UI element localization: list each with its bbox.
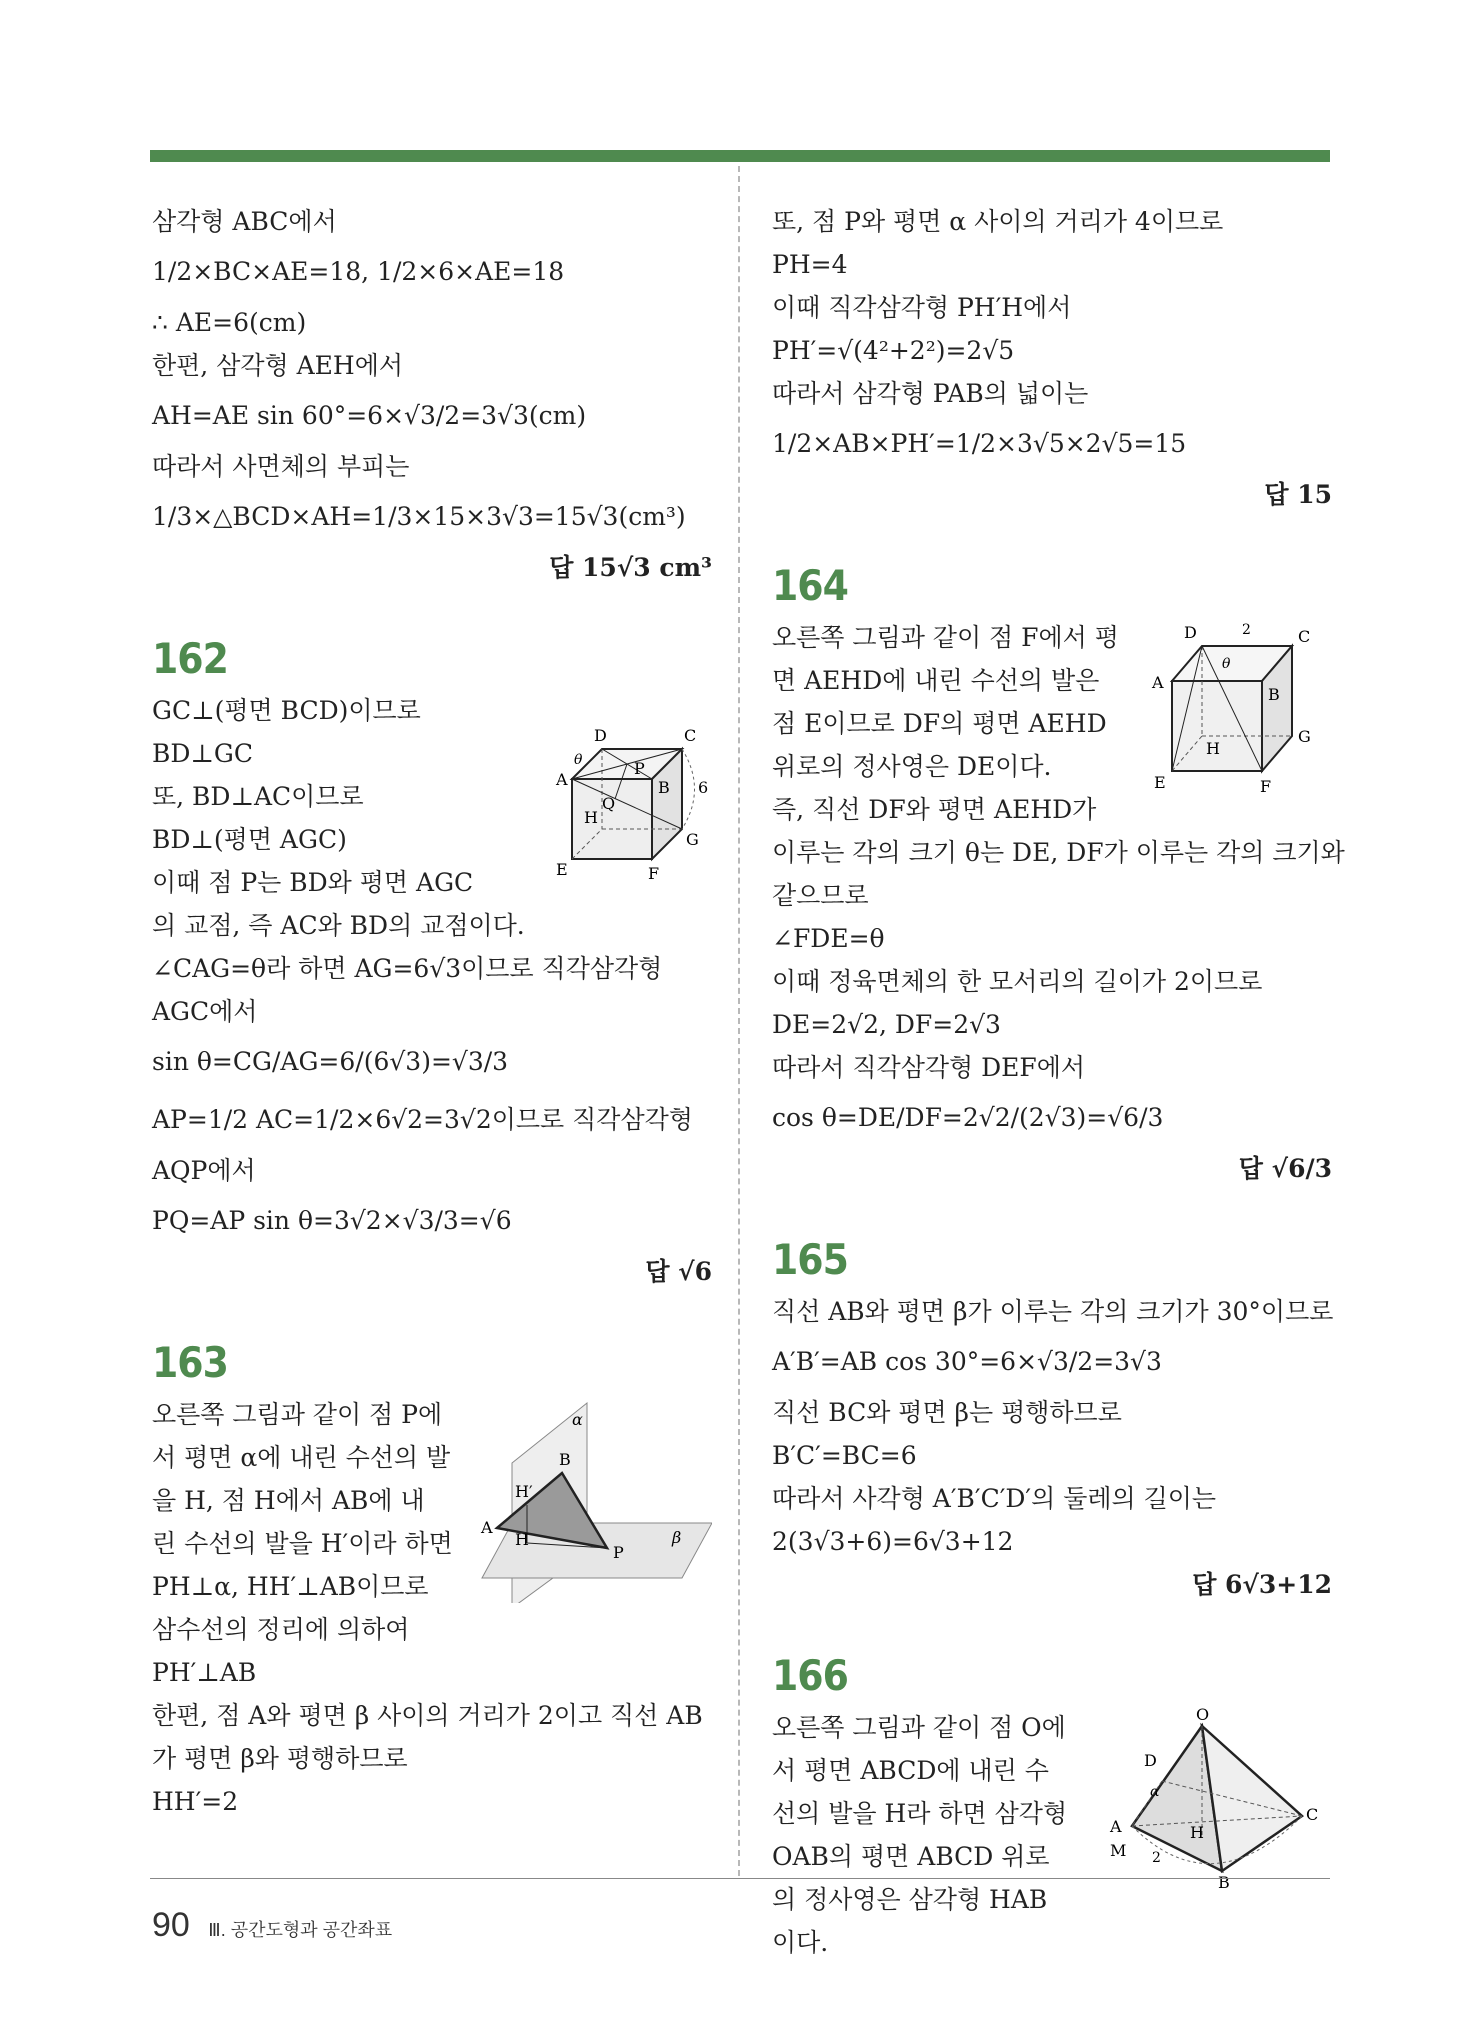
text-line: DE=2√2, DF=2√3 <box>772 1010 1001 1039</box>
fig-label: D <box>1184 623 1197 642</box>
text-line: PH′⊥AB <box>152 1658 257 1687</box>
fig-label: H <box>1206 739 1220 758</box>
column-divider <box>738 166 740 1876</box>
text-line: 이루는 각의 크기 θ는 DE, DF가 이루는 각의 크기와 <box>772 838 1345 867</box>
text-line: OAB의 평면 ABCD 위로 <box>772 1842 1050 1871</box>
math-line: cos θ=DE/DF=2√2/(2√3)=√6/3 <box>772 1103 1164 1132</box>
text-line: 오른쪽 그림과 같이 점 O에 <box>772 1713 1066 1742</box>
page-footer <box>152 1906 392 1945</box>
text-line: 린 수선의 발을 H′이라 하면 <box>152 1529 453 1558</box>
fig-label: C <box>1298 627 1311 646</box>
text-line: 이때 점 P는 BD와 평면 AGC <box>152 868 474 897</box>
text-line: 이때 직각삼각형 PH′H에서 <box>772 293 1072 322</box>
fig-label: C <box>1306 1805 1319 1824</box>
fig-label: E <box>556 860 568 879</box>
text-line: 을 H, 점 H에서 AB에 내 <box>152 1486 425 1515</box>
math-line: A′B′=AB cos 30°=6×√3/2=3√3 <box>772 1347 1162 1376</box>
header-bar <box>150 150 1330 162</box>
math-line: 1/3×△BCD×AH=1/3×15×3√3=15√3(cm³) <box>152 502 686 531</box>
text-line: 면 AEHD에 내린 수선의 발은 <box>772 666 1100 695</box>
text-line: BD⊥(평면 AGC) <box>152 825 347 854</box>
fig-label: M <box>1110 1841 1127 1860</box>
fig-label: P <box>613 1543 624 1562</box>
math-line: sin θ=CG/AG=6/(6√3)=√3/3 <box>152 1047 509 1076</box>
problem-164-block <box>772 616 1332 831</box>
right-column <box>772 200 1345 1964</box>
math-line: AH=AE sin 60°=6×√3/2=3√3(cm) <box>152 401 587 430</box>
fig-label: θ <box>1222 656 1231 672</box>
fig-label: θ <box>574 752 583 768</box>
text-line: 같으므로 <box>772 881 869 910</box>
chapter-title: Ⅲ. 공간도형과 공간좌표 <box>208 1920 393 1940</box>
text-line: 삼수선의 정리에 의하여 <box>152 1615 410 1644</box>
answer: 답 √6 <box>645 1257 712 1286</box>
problem-166-block <box>772 1706 1332 1964</box>
fig-label: H <box>515 1530 529 1549</box>
fig-label: Q <box>602 794 616 813</box>
fig-label: G <box>1298 727 1311 746</box>
page-number: 90 <box>152 1906 190 1944</box>
fig-label: G <box>686 830 699 849</box>
text-line: HH′=2 <box>152 1787 239 1816</box>
text-line: 즉, 직선 DF와 평면 AEHD가 <box>772 795 1097 824</box>
text-line: 삼각형 ABC에서 <box>152 207 337 236</box>
fig-label: D <box>594 726 607 745</box>
text-line: ∠FDE=θ <box>772 924 885 953</box>
text-line: 직선 BC와 평면 β는 평행하므로 <box>772 1398 1122 1427</box>
cube-figure-164 <box>1142 616 1332 816</box>
text-line: 의 정사영은 삼각형 HAB <box>772 1885 1048 1914</box>
fig-label: D <box>1144 1751 1157 1770</box>
text-line: 오른쪽 그림과 같이 점 P에 <box>152 1400 443 1429</box>
fig-label: β <box>672 1528 682 1547</box>
fig-label: F <box>648 864 660 883</box>
math-line: AP=1/2 AC=1/2×6√2=3√2이므로 직각삼각형 <box>152 1105 693 1134</box>
fig-label: A <box>481 1518 493 1537</box>
text-line: AQP에서 <box>152 1156 256 1185</box>
fig-label: P <box>634 759 645 778</box>
text-line: 따라서 삼각형 PAB의 넓이는 <box>772 379 1089 408</box>
fig-label: B <box>1268 685 1280 704</box>
math-line: 1/2×AB×PH′=1/2×3√5×2√5=15 <box>772 429 1187 458</box>
text-line: ∠CAG=θ라 하면 AG=6√3이므로 직각삼각형 <box>152 954 663 983</box>
text-line: 따라서 사면체의 부피는 <box>152 452 410 481</box>
text-line: AGC에서 <box>152 997 258 1026</box>
text-line: 따라서 사각형 A′B′C′D′의 둘레의 길이는 <box>772 1484 1217 1513</box>
text-line: 이다. <box>772 1928 829 1957</box>
text-line: 또, 점 P와 평면 α 사이의 거리가 4이므로 <box>772 207 1224 236</box>
fig-label: B <box>1218 1873 1230 1892</box>
text-line: GC⊥(평면 BCD)이므로 <box>152 696 421 725</box>
text-line: 서 평면 ABCD에 내린 수 <box>772 1756 1049 1785</box>
text-line: BD⊥GC <box>152 739 254 768</box>
cube-figure-162 <box>512 689 712 894</box>
fig-label: α <box>572 1410 583 1429</box>
fig-label: α <box>1150 1784 1160 1800</box>
text-line: 가 평면 β와 평행하므로 <box>152 1744 408 1773</box>
text-line: 점 E이므로 DF의 평면 AEHD <box>772 709 1107 738</box>
fig-label: A <box>556 770 568 789</box>
text-line: 직선 AB와 평면 β가 이루는 각의 크기가 30°이므로 <box>772 1297 1334 1326</box>
text-line: 선의 발을 H라 하면 삼각형 <box>772 1799 1068 1828</box>
fig-label: B <box>658 778 670 797</box>
pyramid-figure-166 <box>1092 1706 1332 1906</box>
math-line: PQ=AP sin θ=3√2×√3/3=√6 <box>152 1206 512 1235</box>
text-line: 따라서 직각삼각형 DEF에서 <box>772 1053 1086 1082</box>
text-line: PH=4 <box>772 250 848 279</box>
text-line: ∴ AE=6(cm) <box>152 308 307 337</box>
text-line: 위로의 정사영은 DE이다. <box>772 752 1052 781</box>
fig-label: B <box>559 1450 571 1469</box>
fig-label: C <box>684 726 697 745</box>
text-line: PH⊥α, HH′⊥AB이므로 <box>152 1572 429 1601</box>
fig-label: H <box>1190 1823 1204 1842</box>
text-line: 오른쪽 그림과 같이 점 F에서 평 <box>772 623 1119 652</box>
fig-label: A <box>1110 1817 1122 1836</box>
answer: 답 15 <box>1264 480 1332 509</box>
fig-label: H <box>584 808 598 827</box>
fig-label: 2 <box>1242 622 1251 638</box>
text-line: 한편, 점 A와 평면 β 사이의 거리가 2이고 직선 AB <box>152 1701 703 1730</box>
fig-label: A <box>1152 673 1164 692</box>
answer: 답 6√3+12 <box>1192 1570 1332 1599</box>
fig-label: 2 <box>1152 1850 1161 1866</box>
math-line: 1/2×BC×AE=18, 1/2×6×AE=18 <box>152 257 565 286</box>
text-line: 의 교점, 즉 AC와 BD의 교점이다. <box>152 911 525 940</box>
problem-162-block <box>152 689 712 904</box>
text-line: 서 평면 α에 내린 수선의 발 <box>152 1443 451 1472</box>
problem-number: 166 <box>772 1651 848 1700</box>
fig-label: 6 <box>698 778 709 797</box>
text-line: 또, BD⊥AC이므로 <box>152 782 364 811</box>
text-line: B′C′=BC=6 <box>772 1441 917 1470</box>
problem-number: 162 <box>152 634 228 683</box>
plane-figure-163 <box>477 1393 712 1603</box>
text-line: 2(3√3+6)=6√3+12 <box>772 1527 1014 1556</box>
fig-label: F <box>1260 777 1272 796</box>
problem-number: 165 <box>772 1235 848 1284</box>
footer-rule <box>150 1878 1330 1879</box>
text-line: PH′=√(4²+2²)=2√5 <box>772 336 1015 365</box>
fig-label: O <box>1196 1706 1210 1724</box>
text-line: 한편, 삼각형 AEH에서 <box>152 351 403 380</box>
problem-number: 163 <box>152 1338 228 1387</box>
fig-label: H′ <box>515 1482 533 1501</box>
fig-label: E <box>1154 773 1166 792</box>
answer: 답 √6/3 <box>1238 1154 1332 1183</box>
answer: 답 15√3 cm³ <box>549 553 712 582</box>
text-line: 이때 정육면체의 한 모서리의 길이가 2이므로 <box>772 967 1263 996</box>
problem-163-block <box>152 1393 712 1651</box>
left-column <box>152 200 712 1823</box>
problem-number: 164 <box>772 561 848 610</box>
